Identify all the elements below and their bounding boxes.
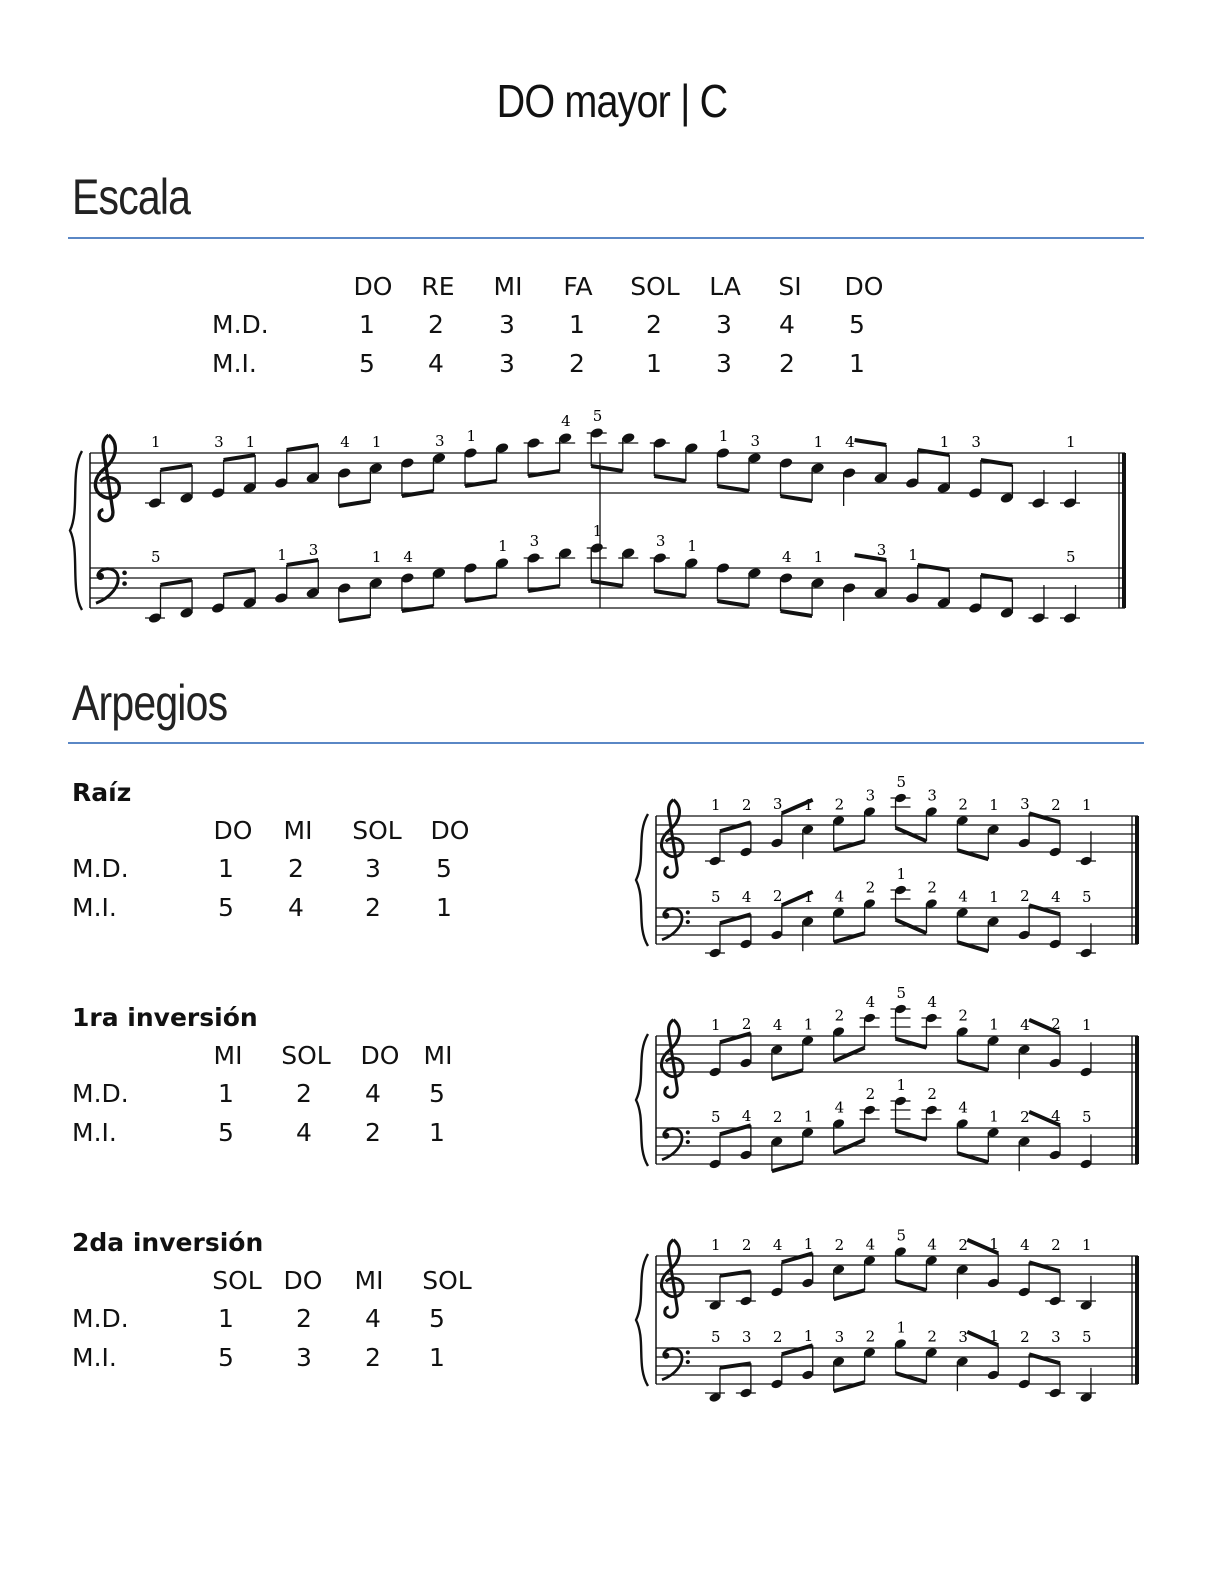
fingering-number: 1	[989, 1015, 999, 1034]
fingering-number: 5	[896, 773, 907, 792]
fingering-number: 4	[741, 888, 752, 906]
beam	[717, 601, 749, 606]
md-finger: 3	[499, 310, 515, 339]
beam	[339, 616, 371, 621]
fingering-number: 1	[813, 433, 824, 451]
fingering-number: 1	[803, 888, 814, 906]
fingering-number: 1	[803, 1234, 814, 1253]
mi-finger: 3	[296, 1343, 312, 1372]
mi-finger: 2	[365, 1343, 381, 1372]
md-finger: 3	[365, 854, 381, 883]
fingering-number: 2	[1051, 796, 1061, 814]
fingering-number: 1	[718, 427, 729, 445]
note-name: MI	[354, 1266, 384, 1295]
fingering-number: 4	[958, 1098, 968, 1117]
fingering-number: 2	[741, 1014, 752, 1033]
note-name: MI	[283, 816, 313, 845]
fingering-number: 1	[711, 1236, 721, 1254]
scale-fingering-table	[0, 270, 1224, 390]
treble-clef-icon	[661, 1020, 683, 1097]
md-label: M.D.	[72, 854, 129, 883]
fingering-number: 1	[989, 1107, 999, 1126]
fingering-number: 2	[1051, 1014, 1061, 1033]
fingering-number: 2	[834, 1006, 845, 1025]
note-name: SOL	[212, 1266, 262, 1295]
treble-clef-icon	[661, 1020, 683, 1097]
mi-finger: 5	[218, 1343, 234, 1372]
fingering-number: 2	[772, 886, 783, 905]
fingering-number: 2	[865, 878, 876, 897]
beam	[896, 1039, 927, 1048]
fingering-number: 4	[834, 1098, 845, 1117]
fingering-number: 2	[927, 1327, 937, 1346]
fingering-number: 3	[834, 1328, 845, 1346]
fingering-number: 2	[772, 1328, 783, 1346]
scale-heading: Escala	[72, 169, 191, 225]
bass-clef-icon	[686, 1360, 690, 1364]
fingering-number: 2	[741, 796, 752, 814]
page-title: DO mayor | C	[496, 75, 728, 127]
fingering-number: 4	[845, 433, 855, 451]
md-finger: 2	[428, 310, 444, 339]
note-name: DO	[353, 272, 393, 301]
arp-staff-first-inversion	[0, 984, 1224, 1205]
arp-block-title: 1ra inversión	[72, 1003, 258, 1032]
beam	[465, 481, 497, 486]
arpeggios-heading-rule	[68, 742, 1144, 744]
fingering-number: 4	[834, 887, 845, 906]
fingering-number: 5	[896, 1226, 907, 1245]
fingering-number: 1	[1082, 796, 1092, 814]
fingering-number: 5	[151, 548, 161, 566]
note-name: RE	[421, 272, 455, 301]
fingering-number: 1	[1082, 1236, 1092, 1254]
note-name: MI	[213, 1041, 243, 1070]
fingering-number: 3	[772, 794, 783, 813]
beam	[896, 1131, 927, 1140]
fingering-number: 5	[592, 407, 603, 425]
note-name: DO	[213, 816, 253, 845]
fingering-number: 2	[927, 878, 937, 897]
beam	[781, 496, 813, 501]
fingering-number: 1	[813, 548, 824, 566]
fingering-number: 3	[655, 532, 666, 550]
mi-finger: 3	[499, 349, 515, 378]
bass-clef-icon	[663, 1132, 669, 1138]
fingering-number: 1	[245, 433, 256, 451]
fingering-number: 3	[434, 432, 445, 450]
brace	[70, 451, 82, 610]
beam	[782, 1253, 813, 1262]
fingering-number: 5	[711, 888, 721, 906]
fingering-number: 1	[466, 427, 477, 445]
beam	[402, 606, 434, 611]
brace	[636, 814, 648, 946]
bass-clef-icon	[663, 1352, 669, 1358]
mi-finger: 2	[365, 1118, 381, 1147]
md-finger: 2	[288, 854, 304, 883]
md-finger: 5	[849, 310, 865, 339]
beam	[287, 560, 319, 565]
beam	[1029, 1262, 1060, 1271]
beam	[918, 565, 950, 570]
fingering-number: 4	[927, 1235, 937, 1254]
fingering-number: 4	[772, 1236, 783, 1254]
fingering-number: 4	[927, 993, 937, 1012]
note-name: MI	[493, 272, 523, 301]
fingering-number: 1	[803, 1107, 814, 1126]
bass-clef-icon	[122, 571, 127, 576]
mi-label: M.I.	[72, 1343, 117, 1372]
beam	[720, 1125, 751, 1134]
fingering-number: 1	[498, 537, 508, 555]
fingering-number: 3	[1051, 1328, 1061, 1346]
md-label: M.D.	[72, 1079, 129, 1108]
beam	[224, 570, 256, 575]
note-name: SOL	[422, 1266, 472, 1295]
bass-clef-icon	[122, 581, 127, 586]
beam	[855, 440, 887, 445]
fingering-number: 4	[741, 1106, 752, 1125]
beam	[528, 586, 560, 591]
fingering-number: 1	[687, 537, 697, 555]
fingering-number: 5	[1066, 548, 1076, 566]
mi-finger: 5	[218, 893, 234, 922]
fingering-number: 3	[865, 786, 876, 805]
note-name: MI	[423, 1041, 453, 1070]
mi-finger: 1	[429, 1118, 445, 1147]
beam	[161, 465, 193, 470]
fingering-number: 5	[1082, 1328, 1092, 1346]
md-finger: 5	[436, 854, 452, 883]
beam	[720, 1271, 751, 1276]
arp-block-title: Raíz	[72, 778, 132, 807]
md-finger: 4	[779, 310, 795, 339]
note-name: SOL	[281, 1041, 331, 1070]
treble-clef-icon	[661, 800, 683, 877]
mi-finger: 1	[849, 349, 865, 378]
beam	[981, 460, 1013, 465]
treble-clef-icon	[661, 800, 683, 877]
md-finger: 1	[569, 310, 585, 339]
fingering-number: 1	[711, 796, 721, 814]
fingering-number: 4	[782, 548, 792, 566]
fingering-number: 1	[277, 546, 287, 564]
fingering-number: 1	[989, 1234, 999, 1253]
md-label: M.D.	[72, 1304, 129, 1333]
treble-clef-icon	[95, 435, 119, 521]
bass-clef-icon	[686, 1140, 690, 1144]
beam	[654, 476, 686, 481]
fingering-number: 2	[741, 1236, 752, 1254]
treble-clef-icon	[95, 435, 119, 521]
fingering-number: 2	[834, 795, 845, 814]
fingering-number: 1	[592, 522, 603, 540]
fingering-number: 2	[865, 1085, 876, 1104]
fingering-number: 1	[1082, 1016, 1092, 1034]
mi-finger: 1	[429, 1343, 445, 1372]
fingering-number: 2	[1020, 1108, 1030, 1126]
treble-clef-icon	[661, 1240, 683, 1317]
beam	[224, 455, 256, 460]
fingering-number: 3	[741, 1328, 752, 1346]
note-name: LA	[709, 272, 741, 301]
mi-finger: 2	[779, 349, 795, 378]
fingering-number: 1	[711, 1016, 721, 1034]
bass-clef-icon	[97, 573, 104, 580]
fingering-number: 2	[927, 1085, 937, 1104]
note-name: DO	[283, 1266, 323, 1295]
fingering-number: 5	[1082, 1108, 1092, 1126]
beam	[782, 1345, 813, 1354]
beam	[287, 445, 319, 450]
fingering-number: 2	[1020, 886, 1030, 905]
bass-clef-icon	[686, 1350, 690, 1354]
mi-finger: 1	[436, 893, 452, 922]
fingering-number: 4	[1051, 1106, 1061, 1125]
beam	[402, 491, 434, 496]
note-name: SOL	[352, 816, 402, 845]
md-label: M.D.	[212, 310, 269, 339]
note-name: SI	[778, 272, 802, 301]
mi-finger: 3	[716, 349, 732, 378]
md-finger: 2	[296, 1079, 312, 1108]
beam	[781, 611, 813, 616]
fingering-number: 1	[371, 548, 382, 566]
md-finger: 3	[716, 310, 732, 339]
beam	[720, 1033, 751, 1042]
arp-block-title: 2da inversión	[72, 1228, 264, 1257]
beam	[981, 575, 1013, 580]
fingering-number: 2	[865, 1327, 876, 1346]
fingering-number: 2	[958, 1006, 968, 1025]
note-name: FA	[563, 272, 593, 301]
fingering-number: 3	[750, 432, 761, 450]
md-finger: 5	[429, 1304, 445, 1333]
arpeggios-heading: Arpegios	[72, 675, 228, 731]
mi-finger: 5	[218, 1118, 234, 1147]
fingering-number: 3	[958, 1328, 968, 1346]
mi-label: M.I.	[72, 1118, 117, 1147]
fingering-number: 1	[989, 796, 999, 814]
md-finger: 1	[359, 310, 375, 339]
fingering-number: 3	[308, 541, 319, 559]
fingering-number: 2	[1051, 1236, 1061, 1254]
beam	[591, 466, 623, 471]
fingering-number: 4	[958, 887, 968, 906]
mi-finger: 2	[569, 349, 585, 378]
note-name: DO	[844, 272, 884, 301]
fingering-number: 1	[908, 546, 918, 564]
mi-finger: 5	[359, 349, 375, 378]
beam	[161, 580, 193, 585]
fingering-number: 2	[1020, 1328, 1030, 1346]
fingering-number: 3	[214, 433, 224, 451]
bass-clef-icon	[686, 1130, 690, 1134]
fingering-number: 3	[876, 541, 887, 559]
fingering-number: 4	[561, 412, 571, 430]
arp-staff-second-inversion	[0, 1210, 1224, 1425]
md-finger: 1	[218, 854, 234, 883]
mi-finger: 4	[428, 349, 444, 378]
fingering-number: 5	[711, 1108, 721, 1126]
fingering-number: 3	[1020, 794, 1030, 813]
beam	[720, 1363, 751, 1368]
fingering-number: 1	[896, 865, 907, 884]
bass-clef-icon	[686, 910, 690, 914]
mi-label: M.I.	[212, 349, 257, 378]
note-name: DO	[430, 816, 470, 845]
fingering-number: 4	[1020, 1016, 1030, 1034]
fingering-number: 4	[1051, 888, 1061, 906]
note-name: DO	[360, 1041, 400, 1070]
fingering-number: 1	[371, 433, 382, 451]
beam	[591, 581, 623, 586]
md-finger: 4	[365, 1079, 381, 1108]
bass-clef-icon	[686, 920, 690, 924]
fingering-number: 4	[340, 433, 350, 451]
mi-finger: 2	[365, 893, 381, 922]
fingering-number: 4	[403, 548, 413, 566]
beam	[528, 471, 560, 476]
mi-finger: 4	[288, 893, 304, 922]
brace	[636, 1034, 648, 1166]
md-finger: 5	[429, 1079, 445, 1108]
brace	[636, 1254, 648, 1386]
md-finger: 2	[296, 1304, 312, 1333]
fingering-number: 1	[989, 888, 999, 906]
arp-staff-root	[0, 770, 1224, 985]
note-name: SOL	[630, 272, 680, 301]
fingering-number: 1	[939, 433, 950, 451]
fingering-number: 3	[971, 433, 981, 451]
md-finger: 4	[365, 1304, 381, 1333]
fingering-number: 1	[896, 1076, 907, 1095]
fingering-number: 1	[896, 1318, 907, 1337]
fingering-number: 2	[772, 1108, 783, 1126]
md-finger: 1	[218, 1079, 234, 1108]
scale-heading-rule	[68, 237, 1144, 239]
fingering-number: 3	[927, 786, 937, 805]
fingering-number: 4	[865, 1235, 876, 1254]
bass-clef-icon	[663, 912, 669, 918]
fingering-number: 4	[772, 1016, 783, 1034]
fingering-number: 5	[896, 984, 907, 1003]
mi-finger: 1	[646, 349, 662, 378]
fingering-number: 2	[958, 795, 968, 814]
fingering-number: 4	[865, 993, 876, 1012]
fingering-number: 3	[529, 532, 540, 550]
scale-grand-staff	[0, 400, 1224, 650]
fingering-number: 1	[803, 1015, 814, 1034]
mi-finger: 4	[296, 1118, 312, 1147]
beam	[717, 486, 749, 491]
mi-label: M.I.	[72, 893, 117, 922]
fingering-number: 1	[803, 796, 814, 814]
beam	[1029, 905, 1060, 914]
fingering-number: 5	[711, 1328, 721, 1346]
fingering-number: 1	[1066, 433, 1076, 451]
beam	[654, 591, 686, 596]
fingering-number: 4	[1020, 1236, 1030, 1254]
fingering-number: 5	[1082, 888, 1092, 906]
beam	[1029, 1354, 1060, 1363]
beam	[465, 596, 497, 601]
beam	[1029, 813, 1060, 822]
treble-clef-icon	[661, 1240, 683, 1317]
fingering-number: 1	[803, 1326, 814, 1345]
fingering-number: 2	[958, 1236, 968, 1254]
fingering-number: 1	[151, 433, 161, 451]
md-finger: 2	[646, 310, 662, 339]
beam	[339, 501, 371, 506]
beam	[720, 914, 751, 923]
md-finger: 1	[218, 1304, 234, 1333]
fingering-number: 1	[989, 1326, 999, 1345]
fingering-number: 2	[834, 1236, 845, 1254]
beam	[720, 822, 751, 831]
